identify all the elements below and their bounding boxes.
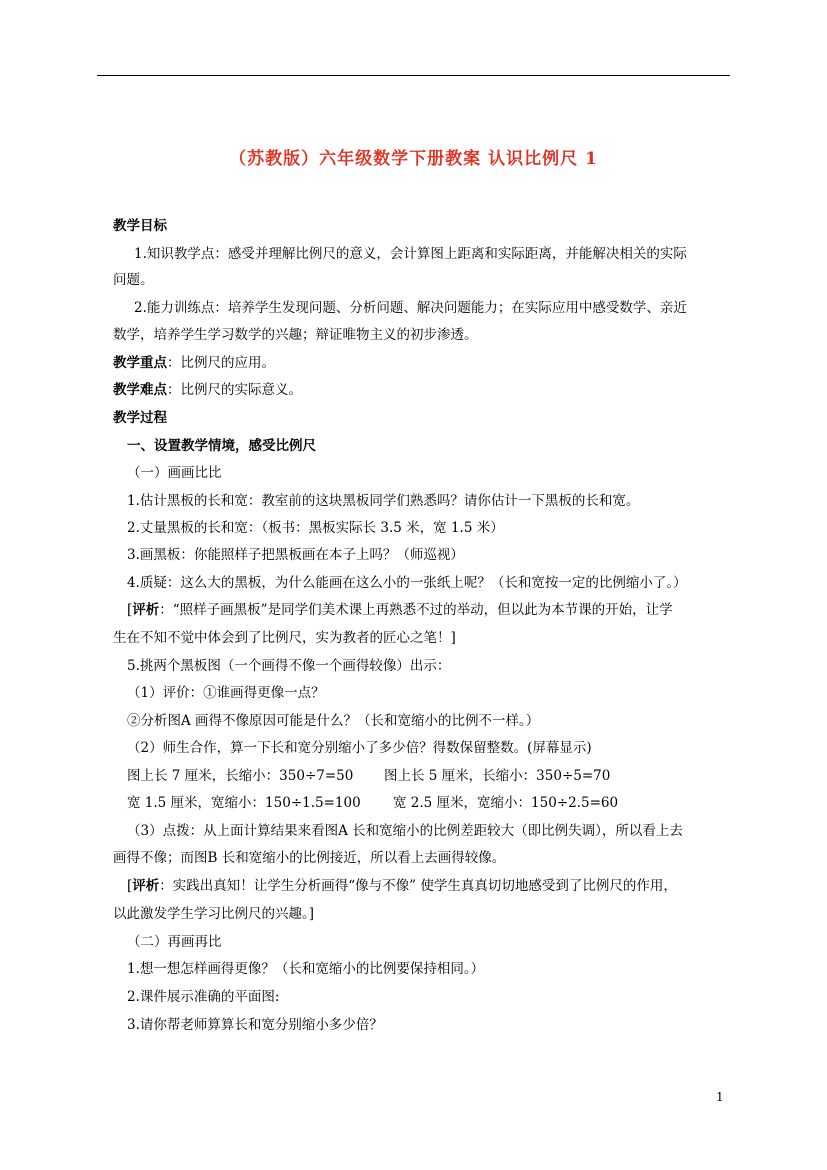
point-2: （2）师生合作，算一下长和宽分别缩小了多少倍？得数保留整数。(屏幕显示) — [127, 740, 592, 756]
comment-1-label: 评析 — [132, 602, 160, 618]
key-point — [113, 353, 275, 373]
goal-2-line-1: 2.能力训练点：培养学生发现问题、分析问题、解决问题能力；在实际应用中感受数学、亲近 — [134, 300, 687, 316]
comment-1-text: ：“照样子画黑板”是同学们美术课上再熟悉不过的举动，但以此为本节课的开始，让学 — [159, 602, 673, 618]
difficult-point-label: 教学难点 — [113, 382, 167, 398]
calc-length-b: 图上长 5 厘米，长缩小：350÷5=70 — [384, 768, 611, 784]
subsection-2-heading: （二）再画再比 — [127, 934, 222, 950]
point-3-line-1: （3）点拨：从上面计算结果来看图A 长和宽缩小的比例差距较大（即比例失调），所以看上去 — [127, 823, 683, 839]
calc-width-a: 宽 1.5 厘米，宽缩小：150÷1.5=100 — [127, 795, 361, 811]
calc-row-1 — [127, 766, 353, 786]
page-number: 1 — [716, 1090, 724, 1104]
goal-heading: 教学目标 — [113, 218, 167, 234]
step-5: 5.挑两个黑板图（一个画得不像一个画得较像）出示： — [127, 658, 451, 674]
step-4: 4.质疑：这么大的黑板，为什么能画在这么小的一张纸上呢？（长和宽按一定的比例缩小了。） — [127, 575, 687, 591]
difficult-point-text: ：比例尺的实际意义。 — [167, 382, 302, 398]
subsection-1-heading: （一）画画比比 — [127, 465, 222, 481]
calc-length-a: 图上长 7 厘米，长缩小：350÷7=50 — [127, 768, 354, 784]
comment-2-label: 评析 — [132, 878, 160, 894]
comment-1-line-2: 生在不知不觉中体会到了比例尺，实为教者的匠心之笔！] — [113, 630, 456, 646]
comment-2-text: ：实践出真知！让学生分析画得“像与不像” 使学生真真切切地感受到了比例尺的作用， — [159, 878, 677, 894]
header-rule — [97, 75, 730, 76]
key-point-label: 教学重点 — [113, 355, 167, 371]
step-t3: 3.请你帮老师算算长和宽分别缩小多少倍？ — [127, 1017, 383, 1033]
step-t2: 2.课件展示准确的平面图: — [127, 989, 280, 1005]
step-3: 3.画黑板：你能照样子把黑板画在本子上吗？（师巡视） — [127, 547, 464, 563]
section-1-heading: 一、设置教学情境，感受比例尺 — [127, 438, 316, 454]
step-1: 1.估计黑板的长和宽：教室前的这块黑板同学们熟悉吗？请你估计一下黑板的长和宽。 — [127, 493, 640, 509]
step-t1: 1.想一想怎样画得更像？（长和宽缩小的比例要保持相同。） — [127, 961, 485, 977]
goal-2-line-2: 数学，培养学生学习数学的兴趣；辩证唯物主义的初步渗透。 — [113, 327, 478, 343]
comment-2-line-2: 以此激发学生学习比例尺的兴趣。] — [113, 906, 315, 922]
calc-width-b: 宽 2.5 厘米，宽缩小：150÷2.5=60 — [393, 795, 619, 811]
point-1-analysis: ②分析图A 画得不像原因可能是什么？（长和宽缩小的比例不一样。） — [127, 713, 540, 729]
difficult-point — [113, 380, 302, 400]
goal-1-line-2: 问题。 — [113, 272, 154, 288]
process-heading: 教学过程 — [113, 410, 167, 426]
comment-2-line-1: [评析：实践出真知！让学生分析画得“像与不像” 使学生真真切切地感受到了比例尺的作用， — [127, 878, 677, 894]
goal-1-line-1: 1.知识教学点：感受并理解比例尺的意义，会计算图上距离和实际距离，并能解决相关的实际 — [134, 246, 687, 262]
point-3-line-2: 画得不像；而图B 长和宽缩小的比例接近，所以看上去画得较像。 — [113, 850, 506, 866]
document-title: （苏教版）六年级数学下册教案 认识比例尺 1 — [229, 149, 598, 169]
key-point-text: ：比例尺的应用。 — [167, 355, 275, 371]
point-1: （1）评价：①谁画得更像一点？ — [127, 685, 325, 701]
comment-1-line-1: [评析：“照样子画黑板”是同学们美术课上再熟悉不过的举动，但以此为本节课的开始，让学 — [127, 602, 673, 618]
step-2: 2.丈量黑板的长和宽：（板书：黑板实际长 3.5 米，宽 1.5 米） — [127, 520, 504, 536]
